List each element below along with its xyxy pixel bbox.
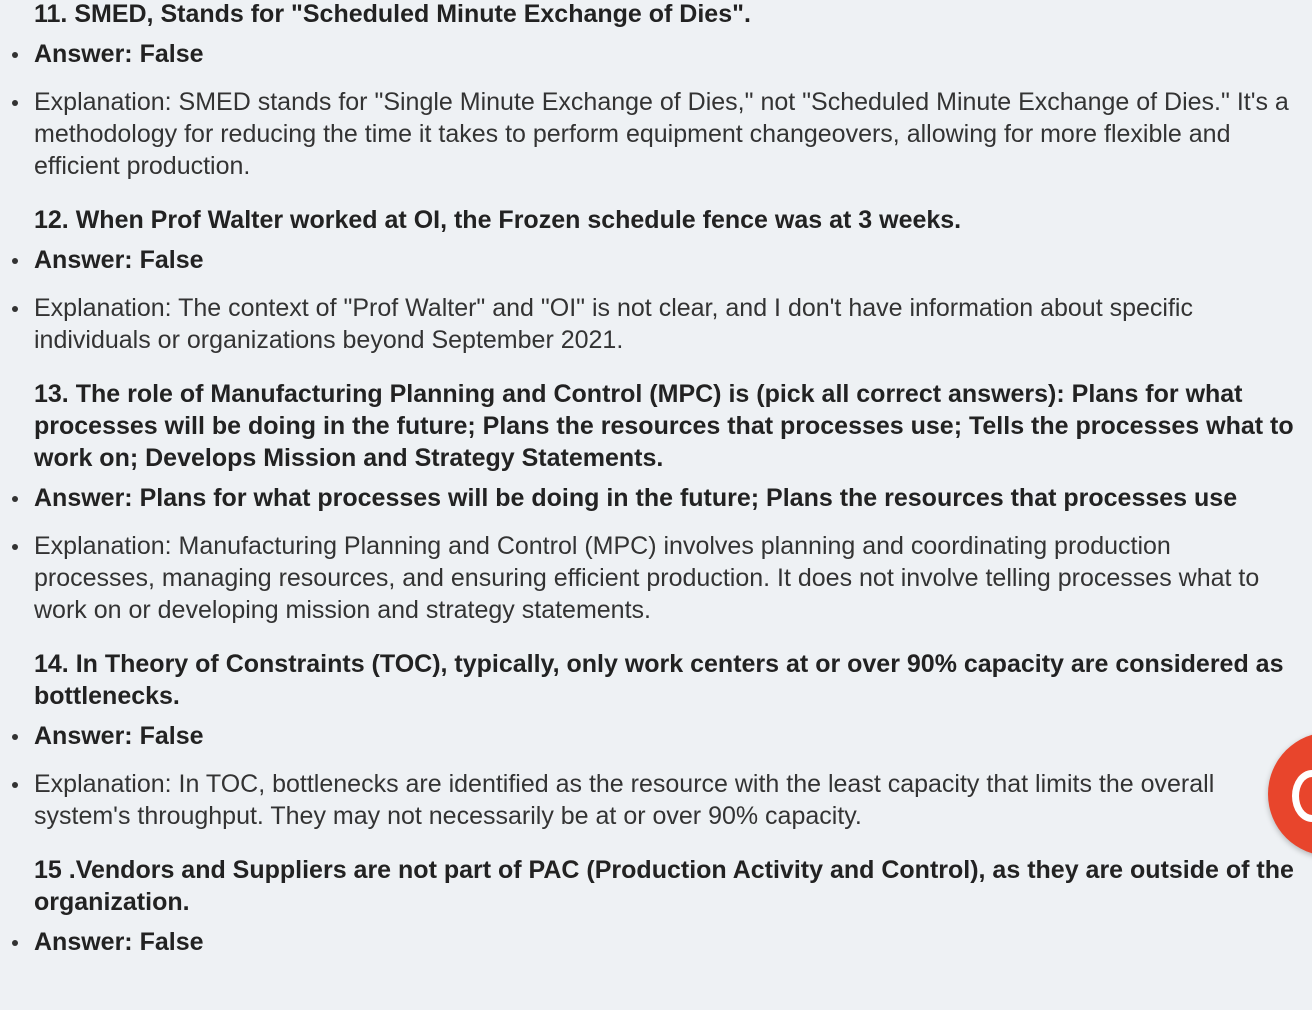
question-block-14 — [34, 648, 1296, 832]
answer-list — [34, 482, 1296, 626]
question-heading: 11. SMED, Stands for "Scheduled Minute Exchange of Dies". — [34, 0, 751, 28]
question-block-11 — [34, 0, 1296, 182]
answer-item: Answer: False — [34, 926, 1296, 958]
question-block-13 — [34, 378, 1296, 626]
question-heading: 13. The role of Manufacturing Planning and Control (MPC) is (pick all correct answers): Plans for what processes will be doing in the future; Plans the resources that processes use; Tells the processes what to work on; Develops Mission and Strategy Statements. — [34, 380, 1294, 472]
answer-list — [34, 720, 1296, 832]
assistant-logo-icon — [1292, 770, 1312, 822]
answer-list — [34, 244, 1296, 356]
explanation-item: Explanation: The context of "Prof Walter" and "OI" is not clear, and I don't have information about specific individuals or organizations beyond September 2021. — [34, 292, 1296, 356]
explanation-item: Explanation: Manufacturing Planning and Control (MPC) involves planning and coordinating production processes, managing resources, and ensuring efficient production. It does not involve telling processes what to work on or developing mission and strategy statements. — [34, 530, 1296, 626]
qa-document — [34, 0, 1296, 958]
question-block-12 — [34, 204, 1296, 356]
answer-list — [34, 926, 1296, 958]
question-heading: 15 .Vendors and Suppliers are not part of PAC (Production Activity and Control), as they are outside of the organization. — [34, 856, 1294, 916]
question-heading: 12. When Prof Walter worked at OI, the Frozen schedule fence was at 3 weeks. — [34, 206, 962, 234]
question-heading: 14. In Theory of Constraints (TOC), typically, only work centers at or over 90% capacity are considered as bottlenecks. — [34, 650, 1284, 710]
answer-item: Answer: False — [34, 720, 1296, 752]
answer-item: Answer: False — [34, 38, 1296, 70]
answer-list — [34, 38, 1296, 182]
explanation-item: Explanation: In TOC, bottlenecks are identified as the resource with the least capacity that limits the overall system's throughput. They may not necessarily be at or over 90% capacity. — [34, 768, 1296, 832]
answer-item: Answer: False — [34, 244, 1296, 276]
explanation-item: Explanation: SMED stands for "Single Minute Exchange of Dies," not "Scheduled Minute Exchange of Dies." It's a methodology for reducing the time it takes to perform equipment changeovers, allowing for more flexible and efficient production. — [34, 86, 1296, 182]
answer-item: Answer: Plans for what processes will be doing in the future; Plans the resources that processes use — [34, 482, 1296, 514]
question-block-15 — [34, 854, 1296, 958]
